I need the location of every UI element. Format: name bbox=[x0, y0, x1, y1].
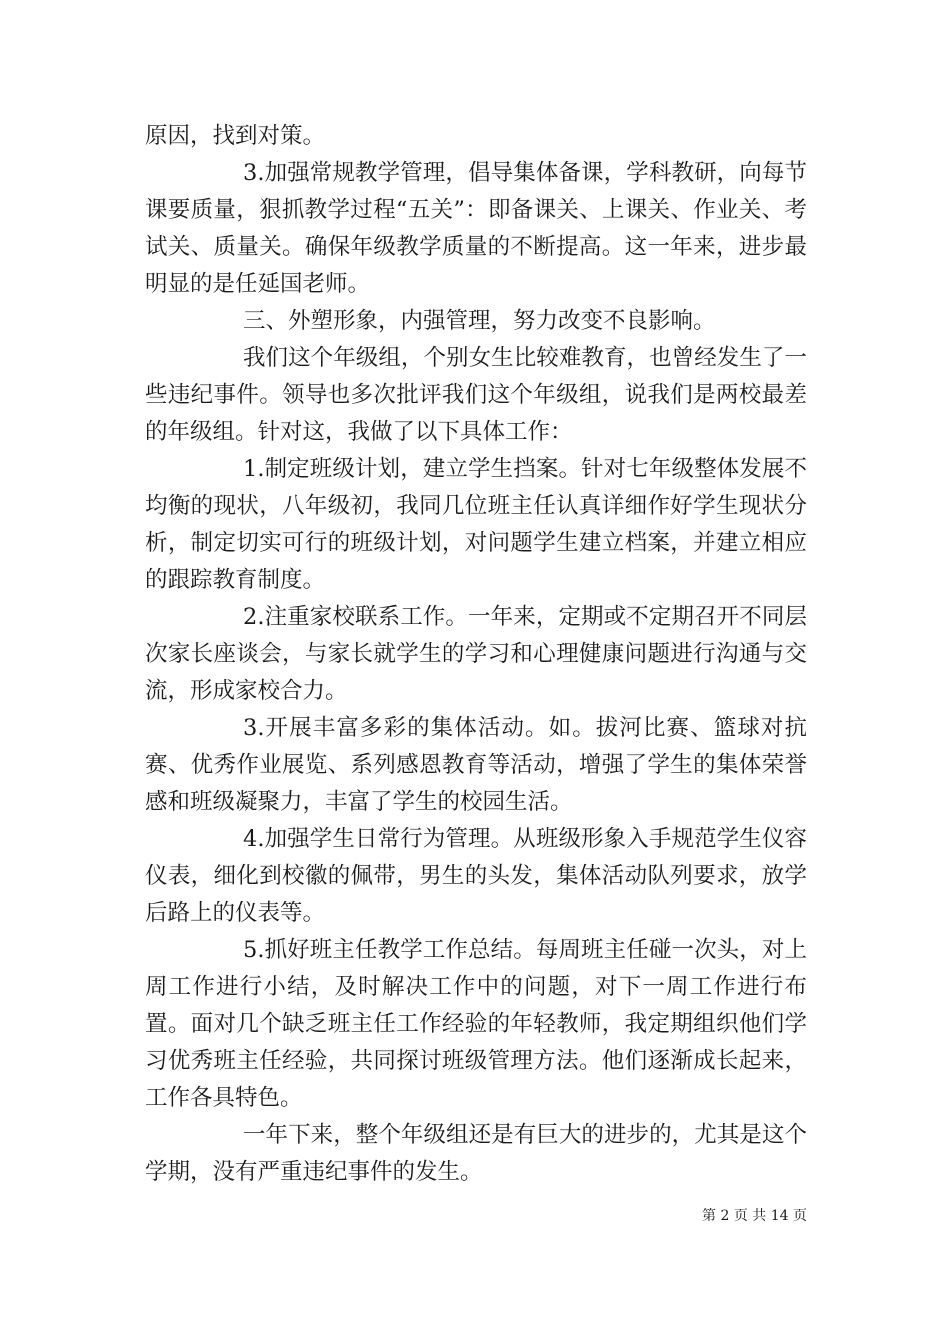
paragraph: 我们这个年级组，个别女生比较难教育，也曾经发生了一些违纪事件。领导也多次批评我们这个年级组，说我们是两校最差的年级组。针对这，我做了以下具体工作： bbox=[145, 345, 807, 445]
section-heading: 三、外塑形象，内强管理，努力改变不良影响。 bbox=[243, 308, 716, 334]
list-item: 4.加强学生日常行为管理。从班级形象入手规范学生仪容仪表，细化到校徽的佩带，男生的头发，集体活动队列要求，放学后路上的仪表等。 bbox=[145, 826, 807, 926]
list-item: 2.注重家校联系工作。一年来，定期或不定期召开不同层次家长座谈会，与家长就学生的学习和心理健康问题进行沟通与交流，形成家校合力。 bbox=[145, 604, 807, 704]
paragraph: 原因，找到对策。 bbox=[145, 123, 326, 149]
paragraph: 一年下来，整个年级组还是有巨大的进步的，尤其是这个学期，没有严重违纪事件的发生。 bbox=[145, 1122, 807, 1185]
page-number: 第 2 页 共 14 页 bbox=[702, 1208, 807, 1224]
list-item: 5.抓好班主任教学工作总结。每周班主任碰一次头，对上周工作进行小结，及时解决工作中的问题，对下一周工作进行布置。面对几个缺乏班主任工作经验的年轻教师，我定期组织他们学习优秀班主任经验，共同探讨班级管理方法。他们逐渐成长起来，工作各具特色。 bbox=[145, 937, 807, 1111]
list-item: 3.开展丰富多彩的集体活动。如。拔河比赛、篮球对抗赛、优秀作业展览、系列感恩教育等活动，增强了学生的集体荣誉感和班级凝聚力，丰富了学生的校园生活。 bbox=[145, 715, 807, 815]
document-body bbox=[145, 118, 807, 1191]
paragraph: 3.加强常规教学管理，倡导集体备课，学科教研，向每节课要质量，狠抓教学过程“五关”：即备课关、上课关、作业关、考试关、质量关。确保年级教学质量的不断提高。这一年来，进步最明显的是任延国老师。 bbox=[145, 160, 807, 297]
list-item: 1.制定班级计划，建立学生挡案。针对七年级整体发展不均衡的现状，八年级初，我同几位班主任认真详细作好学生现状分析，制定切实可行的班级计划，对问题学生建立档案，并建立相应的跟踪教育制度。 bbox=[145, 456, 807, 593]
